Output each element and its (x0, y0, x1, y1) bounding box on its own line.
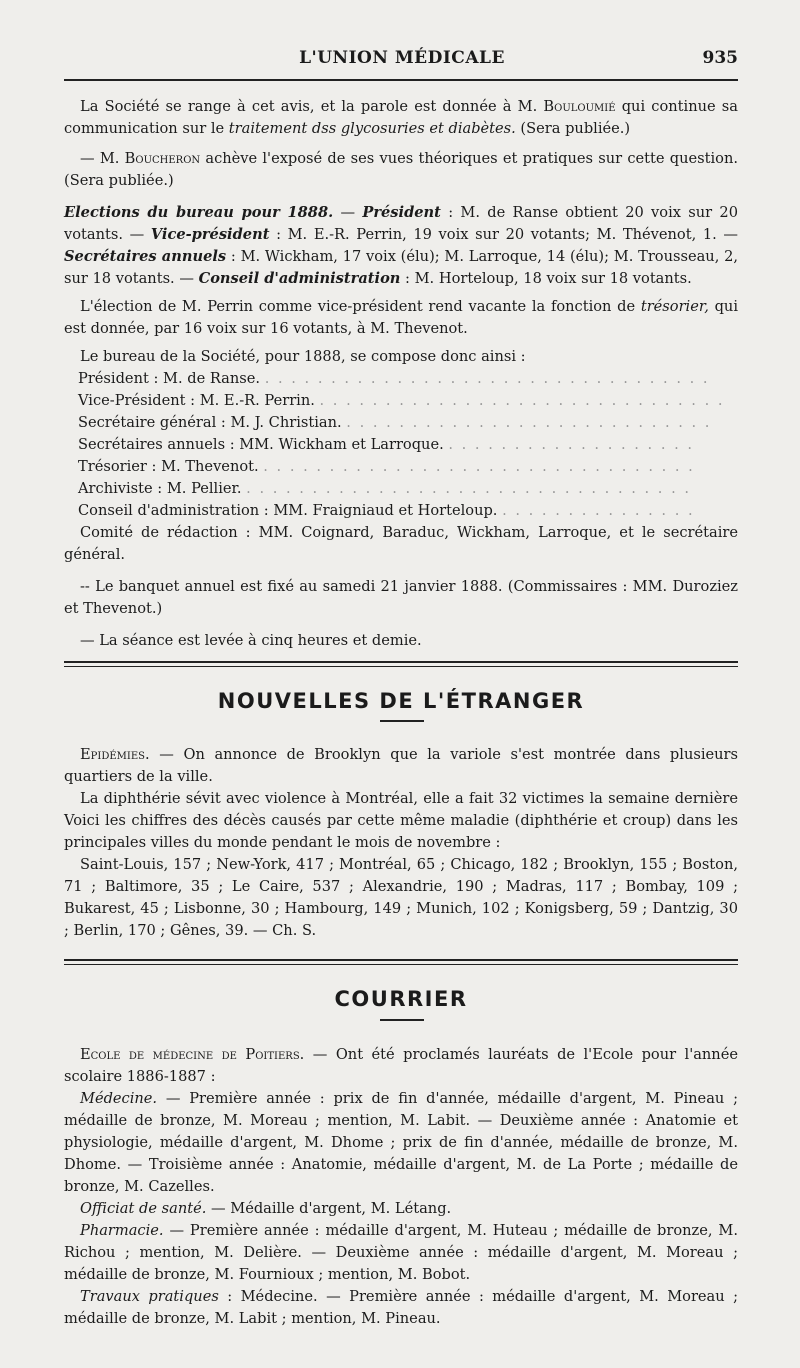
bureau-item: Trésorier : M. Thevenot. . . . . . . . . . . . . . . . . . . . . . . . . . . . . . . . . . (78, 458, 695, 475)
bureau-list (64, 368, 738, 522)
session-report (64, 96, 738, 652)
title-underline (380, 1019, 424, 1021)
section-rule-thin (64, 666, 738, 667)
section-rule-thin (64, 964, 738, 965)
paragraph-ecole: Ecole de médecine de Poitiers. — Ont été proclamés lauréats de l'Ecole pour l'année scolaire 1886-1887 : (64, 1046, 738, 1085)
section-rule-top (64, 661, 738, 663)
paragraph-bouloumie: La Société se range à cet avis, et la parole est donnée à M. Bouloumié qui continue sa communication sur le traitement dss glycosuries et diabètes. (Sera publiée.) (64, 98, 738, 137)
paragraph-seance-levee: — La séance est levée à cinq heures et demie. (80, 632, 422, 649)
courrier-news (64, 1044, 738, 1330)
paragraph-cities: Saint-Louis, 157 ; New-York, 417 ; Montréal, 65 ; Chicago, 182 ; Brooklyn, 155 ; Boston, 71 ; Baltimore, 35 ; Le Caire, 537 ; Alexandrie, 190 ; Madras, 117 ; Bombay, 109 ; Bukarest, 45 ; Lisbonne, 30 ; Hambourg, 149 ; Munich, 102 ; Konigsberg, 59 ; Dantzig, 30 ; Berlin, 170 ; Gênes, 39. — Ch. S. (64, 856, 738, 939)
bureau-item: Secrétaire général : M. J. Christian. . . . . . . . . . . . . . . . . . . . . . . . . . . . . (78, 414, 712, 431)
paragraph-banquet: -- Le banquet annuel est fixé au samedi 21 janvier 1888. (Commissaires : MM. Duroziez et Thevenot.) (64, 578, 738, 617)
page-number: 935 (702, 48, 738, 68)
bureau-item: Vice-Président : M. E.-R. Perrin. . . . . . . . . . . . . . . . . . . . . . . . . . . . . . . . (78, 392, 725, 409)
name-boucheron: Boucheron (124, 150, 201, 167)
paragraph-travaux: Travaux pratiques : Médecine. — Première année : médaille d'argent, M. Moreau ; médaille de bronze, M. Labit ; mention, M. Pineau. (64, 1288, 739, 1327)
running-header (66, 48, 738, 76)
paragraph-election-perrin: L'élection de M. Perrin comme vice-président rend vacante la fonction de trésorier, qui est donnée, par 16 voix sur 16 votants, à M. Thevenot. (64, 298, 738, 337)
foreign-news (64, 744, 738, 942)
bureau-item: Archiviste : M. Pellier. . . . . . . . . . . . . . . . . . . . . . . . . . . . . . . . . . . (78, 480, 691, 497)
paragraph-medecine: Médecine. — Première année : prix de fin d'année, médaille d'argent, M. Pineau ; médaille de bronze, M. Moreau ; mention, M. Labit. — Deuxième année : Anatomie et physiologie, médaille d'argent, M. Dhome ; prix de fin d'année, médaille de bronze, M. Dhome. — Troisième année : Anatomie, médaille d'argent, M. de La Porte ; médaille de bronze, M. Cazelles. (64, 1090, 738, 1195)
bureau-item: Conseil d'administration : MM. Fraigniaud et Horteloup. . . . . . . . . . . . . . . . (78, 502, 695, 519)
bureau-item: Président : M. de Ranse. . . . . . . . . . . . . . . . . . . . . . . . . . . . . . . . . . . (78, 370, 710, 387)
journal-title: L'UNION MÉDICALE (299, 48, 505, 68)
paragraph-boucheron: — M. Boucheron achève l'exposé de ses vues théoriques et pratiques sur cette question. (Sera publiée.) (64, 150, 738, 189)
section-title-courrier: COURRIER (334, 987, 468, 1011)
bureau-item: Secrétaires annuels : MM. Wickham et Larroque. . . . . . . . . . . . . . . . . . . . (78, 436, 695, 453)
section-title-etranger: NOUVELLES DE L'ÉTRANGER (217, 689, 585, 713)
label-ecole: Ecole de médecine de Poitiers. (80, 1046, 305, 1063)
paragraph-comite: Comité de rédaction : MM. Coignard, Baraduc, Wickham, Larroque, et le secrétaire général. (64, 524, 738, 563)
section-rule-top (64, 959, 738, 961)
title-underline (380, 720, 424, 722)
paragraph-officiat: Officiat de santé. — Médaille d'argent, M. Létang. (80, 1200, 452, 1217)
header-rule (64, 79, 738, 81)
paragraph-diphtherie: La diphthérie sévit avec violence à Montréal, elle a fait 32 victimes la semaine dernière Voici les chiffres des décès causés par cette même maladie (diphthérie et croup) dans les principales villes du monde pendant le mois de novembre : (64, 790, 738, 851)
paragraph-pharmacie: Pharmacie. — Première année : médaille d'argent, M. Huteau ; médaille de bronze, M. Richou ; mention, M. Delière. — Deuxième année : médaille d'argent, M. Moreau ; médaille de bronze, M. Fournioux ; mention, M. Bobot. (64, 1222, 738, 1283)
paragraph-elections: Elections du bureau pour 1888. — Président : M. de Ranse obtient 20 voix sur 20 votants. — Vice-président : M. E.-R. Perrin, 19 voix sur 20 votants; M. Thévenot, 1. — Secrétaires annuels : M. Wickham, 17 voix (élu); M. Larroque, 14 (élu); M. Trousseau, 2, sur 18 votants. — Conseil d'administration : M. Horteloup, 18 voix sur 18 votants. (64, 204, 739, 287)
label-epidemies: Epidémies. (80, 746, 150, 763)
paragraph-epidemies: Epidémies. — On annonce de Brooklyn que la variole s'est montrée dans plusieurs quartiers de la ville. (64, 746, 738, 785)
name-bouloumie: Bouloumié (543, 98, 616, 115)
paragraph-bureau-intro: Le bureau de la Société, pour 1888, se compose donc ainsi : (80, 348, 526, 365)
